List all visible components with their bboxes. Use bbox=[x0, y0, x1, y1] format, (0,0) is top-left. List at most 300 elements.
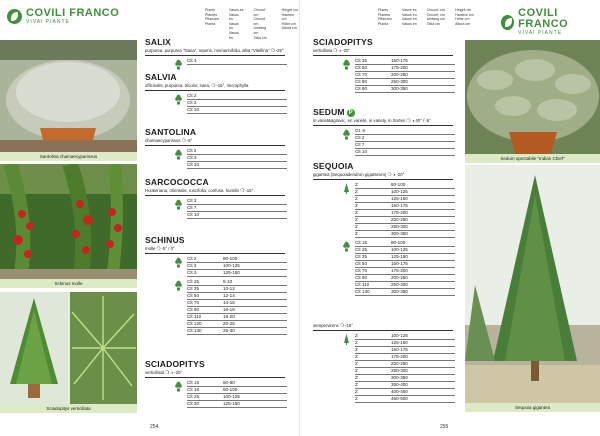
size-row bbox=[355, 196, 455, 203]
size-row bbox=[355, 254, 455, 261]
size-block bbox=[313, 240, 455, 296]
page-number-left: 254 bbox=[150, 424, 159, 430]
size-block bbox=[313, 333, 455, 403]
size-row bbox=[355, 210, 455, 217]
column-legend bbox=[205, 8, 300, 40]
legend-label: Vasos en bbox=[229, 12, 239, 22]
divider bbox=[145, 253, 285, 254]
container-size: Clt 70 bbox=[355, 267, 368, 273]
schinus-photo-icon bbox=[0, 164, 137, 279]
size-row bbox=[187, 256, 287, 263]
plant-height: 80-100 bbox=[391, 239, 406, 245]
plant-height: 175-200 bbox=[391, 209, 408, 215]
container-size: Clt 70 bbox=[355, 71, 368, 77]
legend-label: Höhe cm bbox=[281, 21, 297, 26]
size-block bbox=[145, 93, 287, 114]
photo-sedum bbox=[465, 40, 600, 154]
container-size: Clt 3 bbox=[187, 99, 197, 105]
legend-label: Plantes bbox=[378, 12, 390, 17]
plant-height: 200-250 bbox=[391, 360, 408, 366]
plant-height: 250-300 bbox=[391, 367, 408, 373]
container-size: Clt 25 bbox=[187, 393, 200, 399]
species-name-text: SARCOCOCCA bbox=[145, 177, 209, 187]
species-description: in variet&agrave;, en varieté, in variety, in Sorten ❍ ◑ 40° / -5° bbox=[313, 118, 431, 123]
legend-column bbox=[427, 8, 445, 26]
container-size: Clt 3 bbox=[187, 269, 197, 275]
species-description: gigantea (Sequoiadendron giganteum) ❍ ◑ -20° bbox=[313, 172, 405, 177]
photo-sciadopitys bbox=[0, 292, 137, 404]
plant-height: 125-150 bbox=[391, 339, 408, 345]
species-description: officinalis, purpurea, tricolor, lutea, ❍ -15°, microphylla bbox=[145, 83, 249, 88]
container-size: Clt 15 bbox=[355, 239, 368, 245]
size-row bbox=[355, 72, 455, 79]
species-name-text: SALVIA bbox=[145, 72, 177, 82]
size-row bbox=[355, 65, 455, 72]
container-size: Z bbox=[355, 374, 358, 380]
plant-height: 200-250 bbox=[391, 274, 408, 280]
entry-sequoia bbox=[313, 162, 455, 296]
container-size: Clt 2 bbox=[187, 92, 197, 98]
plant-icon bbox=[175, 149, 182, 160]
container-size: Clt 25 bbox=[187, 278, 200, 284]
caption-schinus: Schinus molle bbox=[0, 279, 137, 288]
legend-label: Plants bbox=[205, 8, 215, 12]
entry-sciadopitys bbox=[145, 360, 287, 408]
container-size: Clt 35 bbox=[355, 57, 368, 63]
legend-label: Circonf. cm bbox=[426, 12, 445, 17]
legend-label: Vasos en bbox=[402, 12, 417, 17]
caption-santolina: Santolina chamaecyparissus bbox=[0, 152, 137, 161]
container-size: Z bbox=[355, 223, 358, 229]
divider bbox=[145, 195, 285, 196]
plant-height: 300-350 bbox=[391, 374, 408, 380]
legend-label: Talla cm bbox=[253, 35, 267, 40]
brand-subtitle: VIVAI PIANTE bbox=[26, 19, 70, 25]
legend-label: Circonf. cm bbox=[253, 8, 266, 17]
container-size: Clt 3 bbox=[187, 57, 197, 63]
species-name bbox=[313, 108, 455, 117]
container-size: Clt 7 bbox=[187, 204, 197, 210]
divider bbox=[313, 125, 453, 126]
plant-height: 100-125 bbox=[223, 393, 240, 399]
leaf-logo-icon bbox=[501, 15, 514, 30]
plant-height: 20-25 bbox=[223, 320, 235, 326]
plant-height: 100-125 bbox=[391, 188, 408, 194]
size-row bbox=[187, 270, 287, 277]
plant-height: 300-350 bbox=[391, 288, 408, 294]
size-block bbox=[145, 58, 287, 65]
container-size: Clt 2 bbox=[355, 134, 365, 140]
plant-icon bbox=[175, 199, 182, 210]
container-size: Z bbox=[355, 181, 358, 187]
size-row bbox=[355, 354, 455, 361]
plant-height: 250-300 bbox=[391, 223, 408, 229]
plant-height: 175-200 bbox=[391, 64, 408, 70]
size-row bbox=[187, 380, 287, 387]
size-row bbox=[187, 100, 287, 107]
plant-height: 125-150 bbox=[391, 195, 408, 201]
plant-height: 150-175 bbox=[391, 346, 408, 352]
size-row bbox=[355, 368, 455, 375]
plant-height: 10-12 bbox=[223, 285, 235, 291]
container-size: Clt 130 bbox=[355, 288, 370, 294]
container-size: Clt 10 bbox=[187, 211, 200, 217]
size-row bbox=[355, 86, 455, 93]
legend-column bbox=[254, 8, 272, 40]
container-size: Clt 90 bbox=[355, 274, 368, 280]
plant-height: 300-350 bbox=[391, 230, 408, 236]
entry-sarcococca bbox=[145, 178, 287, 219]
legend-column bbox=[378, 8, 392, 26]
container-size: Clt 3 bbox=[187, 262, 197, 268]
divider bbox=[145, 55, 285, 56]
legend-label: Hauteur cm bbox=[281, 12, 295, 22]
container-size: Clt 50 bbox=[355, 64, 368, 70]
brand-logo bbox=[7, 8, 119, 25]
container-size: Clt 90 bbox=[355, 78, 368, 84]
size-row bbox=[187, 286, 287, 293]
size-row bbox=[355, 240, 455, 247]
container-size: Z bbox=[355, 360, 358, 366]
species-name-text: SEQUOIA bbox=[313, 161, 354, 171]
species-name-text: SCHINUS bbox=[145, 235, 185, 245]
brand-logo bbox=[501, 8, 600, 36]
size-row bbox=[355, 347, 455, 354]
leaf-logo-icon bbox=[7, 9, 22, 24]
legend-label: Talla cm bbox=[426, 21, 440, 26]
container-size: Z bbox=[355, 388, 358, 394]
legend-label: Vasos es bbox=[402, 8, 417, 12]
legend-label: Höhe cm bbox=[455, 17, 470, 22]
legend-label: Plantes bbox=[205, 12, 217, 17]
plant-icon bbox=[175, 257, 182, 268]
container-size: Clt 18 bbox=[187, 386, 200, 392]
size-row bbox=[187, 279, 287, 286]
plant-height: 450-500 bbox=[391, 395, 408, 401]
plant-height: 12-14 bbox=[223, 292, 235, 298]
plant-height: 150-175 bbox=[391, 202, 408, 208]
plant-height: 80-100 bbox=[223, 386, 238, 392]
divider bbox=[145, 90, 285, 91]
size-row bbox=[355, 182, 455, 189]
plant-height: 25-30 bbox=[223, 327, 235, 333]
brand-name: COVILI FRANCO bbox=[26, 7, 120, 19]
size-row bbox=[355, 382, 455, 389]
size-row bbox=[355, 333, 455, 340]
legend-label: Height cm bbox=[455, 8, 472, 12]
caption-sequoia: Sequoia gigantea bbox=[465, 403, 600, 412]
plant-height: 200-250 bbox=[391, 71, 408, 77]
plant-height: 150-175 bbox=[391, 57, 408, 63]
size-block bbox=[145, 279, 287, 335]
plant-height: 400-450 bbox=[391, 388, 408, 394]
container-size: Z bbox=[355, 209, 358, 215]
container-size: Clt 70 bbox=[187, 299, 200, 305]
container-size: Z bbox=[355, 332, 358, 338]
plant-height: 100-125 bbox=[391, 332, 408, 338]
entry-schinus bbox=[145, 236, 287, 335]
species-name bbox=[313, 162, 455, 171]
size-block bbox=[313, 128, 455, 156]
column-legend bbox=[378, 8, 474, 26]
species-name bbox=[313, 38, 455, 47]
legend-label: Planta bbox=[378, 21, 389, 26]
size-row bbox=[355, 289, 455, 296]
size-row bbox=[355, 247, 455, 254]
container-size: Clt 90 bbox=[187, 306, 200, 312]
photo-santolina bbox=[0, 40, 137, 152]
size-block bbox=[145, 256, 287, 277]
legend-label: Vasos en bbox=[402, 21, 417, 26]
plant-icon bbox=[343, 129, 350, 140]
sequoia-photo-icon bbox=[465, 165, 600, 403]
container-size: Z bbox=[355, 353, 358, 359]
size-row bbox=[355, 135, 455, 142]
container-size: Clt 50 bbox=[187, 292, 200, 298]
size-row bbox=[355, 361, 455, 368]
container-size: Gt. 9 bbox=[355, 127, 365, 133]
divider bbox=[313, 179, 453, 180]
species-name-text: SCIADOPITYS bbox=[313, 37, 373, 47]
container-size: Clt 120 bbox=[187, 320, 202, 326]
entry-salvia bbox=[145, 73, 287, 114]
legend-label: Altura cm bbox=[281, 26, 297, 31]
size-row bbox=[187, 394, 287, 401]
size-block bbox=[313, 58, 455, 93]
brand-subtitle: VIVAI PIANTE bbox=[518, 30, 563, 36]
container-size: Clt 25 bbox=[355, 246, 368, 252]
species-description: sempervirens ❍ -15° bbox=[313, 323, 353, 328]
container-size: Clt 7 bbox=[355, 141, 365, 147]
plant-height: 125-150 bbox=[223, 400, 240, 406]
plant-icon bbox=[175, 59, 182, 70]
caption-sedum: Sedum spectabile "Indian Chief" bbox=[465, 154, 600, 163]
plant-height: 200-250 bbox=[391, 216, 408, 222]
legend-column bbox=[229, 8, 244, 40]
size-row bbox=[355, 231, 455, 238]
species-name bbox=[145, 178, 287, 187]
size-row bbox=[187, 205, 287, 212]
size-row bbox=[355, 189, 455, 196]
container-size: Clt 110 bbox=[187, 313, 202, 319]
page-number-right: 255 bbox=[440, 424, 449, 430]
plant-height: 18-20 bbox=[223, 313, 235, 319]
species-description: molle ❍ -5° / 0° bbox=[145, 246, 175, 251]
sedum-photo-icon bbox=[465, 40, 600, 154]
container-size: Clt 130 bbox=[187, 327, 202, 333]
size-row bbox=[355, 340, 455, 347]
size-row bbox=[355, 79, 455, 86]
size-row bbox=[187, 58, 287, 65]
plant-height: 80-100 bbox=[391, 181, 406, 187]
container-size: Z bbox=[355, 339, 358, 345]
entry-santolina bbox=[145, 128, 287, 169]
size-row bbox=[187, 300, 287, 307]
species-name bbox=[145, 360, 287, 369]
plant-height: 80-100 bbox=[223, 255, 238, 261]
entry-continuation bbox=[313, 322, 455, 403]
divider bbox=[313, 55, 453, 56]
sciadopitys-photo-icon bbox=[0, 292, 137, 404]
size-row bbox=[355, 217, 455, 224]
size-row bbox=[187, 328, 287, 335]
size-row bbox=[187, 212, 287, 219]
container-size: Z bbox=[355, 395, 358, 401]
legend-label: Umfang cm bbox=[426, 17, 446, 22]
size-row bbox=[355, 128, 455, 135]
container-size: Clt 110 bbox=[355, 281, 370, 287]
size-row bbox=[355, 261, 455, 268]
plant-height: 14-16 bbox=[223, 299, 235, 305]
size-row bbox=[355, 268, 455, 275]
size-row bbox=[355, 203, 455, 210]
plant-height: 8-10 bbox=[223, 278, 233, 284]
container-size: Z bbox=[355, 230, 358, 236]
container-size: Z bbox=[355, 216, 358, 222]
container-size: Z bbox=[355, 202, 358, 208]
size-row bbox=[355, 375, 455, 382]
plant-height: 16-18 bbox=[223, 306, 235, 312]
tree-icon bbox=[343, 334, 350, 345]
container-size: Z bbox=[355, 367, 358, 373]
divider bbox=[145, 145, 285, 146]
plant-icon bbox=[175, 381, 182, 392]
caption-sciadopitys: Sciadopitys verticillata bbox=[0, 404, 137, 413]
size-row bbox=[355, 282, 455, 289]
legend-label: Umfang cm bbox=[253, 26, 267, 35]
legend-column bbox=[205, 8, 219, 40]
size-row bbox=[187, 162, 287, 169]
container-size: Clt 90 bbox=[355, 85, 368, 91]
size-row bbox=[355, 142, 455, 149]
legend-label: Planta bbox=[205, 21, 216, 26]
species-description: verticillata ❍ ◑ -20° bbox=[313, 48, 351, 53]
legend-label: Plants bbox=[378, 8, 388, 12]
container-size: Clt 10 bbox=[187, 161, 200, 167]
plant-height: 150-175 bbox=[391, 260, 408, 266]
plant-height: 250-300 bbox=[391, 281, 408, 287]
container-size: Clt 15 bbox=[187, 379, 200, 385]
size-row bbox=[355, 275, 455, 282]
legend-label: Vasos en bbox=[229, 30, 239, 40]
plant-height: 125-150 bbox=[391, 253, 408, 259]
photo-schinus bbox=[0, 164, 137, 279]
size-row bbox=[187, 148, 287, 155]
plant-height: 300-350 bbox=[391, 85, 408, 91]
legend-label: Pflanzen bbox=[378, 17, 392, 22]
container-size: Z bbox=[355, 381, 358, 387]
size-row bbox=[187, 263, 287, 270]
container-size: Clt 10 bbox=[355, 148, 368, 154]
legend-label: Vasos en bbox=[229, 21, 239, 31]
size-row bbox=[187, 321, 287, 328]
legend-column bbox=[402, 8, 417, 26]
plant-height: 250-300 bbox=[391, 78, 408, 84]
species-name bbox=[145, 73, 287, 82]
legend-label: Altura cm bbox=[455, 21, 471, 26]
size-row bbox=[355, 389, 455, 396]
legend-label: Pflanzen bbox=[205, 17, 219, 22]
legend-column bbox=[455, 8, 474, 26]
species-description: chamaecyparissus ❍ -5° bbox=[145, 138, 193, 143]
container-size: Clt 50 bbox=[355, 260, 368, 266]
size-row bbox=[355, 396, 455, 403]
size-block bbox=[145, 380, 287, 408]
legend-label: Circonf. cm bbox=[426, 8, 445, 12]
size-row bbox=[355, 58, 455, 65]
size-block bbox=[145, 198, 287, 219]
perennial-badge: P bbox=[348, 109, 353, 116]
size-row bbox=[187, 307, 287, 314]
legend-label: Height cm bbox=[281, 8, 298, 12]
size-row bbox=[355, 149, 455, 156]
size-block bbox=[313, 182, 455, 238]
size-row bbox=[187, 314, 287, 321]
species-name bbox=[145, 236, 287, 245]
brand-name: COVILI FRANCO bbox=[518, 7, 569, 30]
species-description: Hookeriana, orientalis, ruscifolia, confusa, humilis ❍ -15° bbox=[145, 188, 254, 193]
santolina-photo-icon bbox=[0, 40, 137, 152]
plant-icon bbox=[343, 241, 350, 252]
species-name-text: SEDUM bbox=[313, 107, 345, 117]
container-size: Clt 2 bbox=[187, 255, 197, 261]
size-row bbox=[187, 387, 287, 394]
container-size: Clt 35 bbox=[187, 285, 200, 291]
plant-height: 100-125 bbox=[391, 246, 408, 252]
legend-label: Vasos es bbox=[229, 8, 244, 12]
plant-height: 100-125 bbox=[223, 262, 240, 268]
container-size: Clt 35 bbox=[355, 253, 368, 259]
container-size: Clt 10 bbox=[187, 106, 200, 112]
plant-icon bbox=[343, 59, 350, 70]
plant-height: 175-200 bbox=[391, 353, 408, 359]
container-size: Clt 3 bbox=[187, 154, 197, 160]
plant-icon bbox=[175, 94, 182, 105]
size-row bbox=[187, 293, 287, 300]
container-size: Clt 3 bbox=[187, 197, 197, 203]
size-row bbox=[187, 198, 287, 205]
legend-label: Circonf. cm bbox=[253, 17, 266, 26]
size-block bbox=[145, 148, 287, 169]
container-size: Clt 2 bbox=[187, 147, 197, 153]
species-description: purpurea, purpurea "Nana", repens, rosmarinifolia, alba "Vitellina" ❍ -25° bbox=[145, 48, 284, 53]
size-row bbox=[187, 93, 287, 100]
plant-height: 60-80 bbox=[223, 379, 235, 385]
divider bbox=[145, 377, 285, 378]
photo-sequoia bbox=[465, 165, 600, 403]
container-size: Clt 30 bbox=[187, 400, 200, 406]
species-name-text: SANTOLINA bbox=[145, 127, 197, 137]
container-size: Z bbox=[355, 346, 358, 352]
plant-height: 125-150 bbox=[223, 269, 240, 275]
size-row bbox=[187, 155, 287, 162]
species-name bbox=[145, 128, 287, 137]
entry-sciadopitys bbox=[313, 38, 455, 93]
plant-height: 350-400 bbox=[391, 381, 408, 387]
divider bbox=[313, 330, 453, 331]
plant-height: 175-200 bbox=[391, 267, 408, 273]
tree-icon bbox=[343, 183, 350, 194]
container-size: Z bbox=[355, 195, 358, 201]
container-size: Z bbox=[355, 188, 358, 194]
species-name-text: SALIX bbox=[145, 37, 172, 47]
legend-column bbox=[282, 8, 300, 40]
entry-sedum bbox=[313, 108, 455, 156]
plant-icon bbox=[175, 280, 182, 291]
size-row bbox=[355, 224, 455, 231]
species-description: verticillata ❍ ◑ -20° bbox=[145, 370, 183, 375]
size-row bbox=[187, 107, 287, 114]
